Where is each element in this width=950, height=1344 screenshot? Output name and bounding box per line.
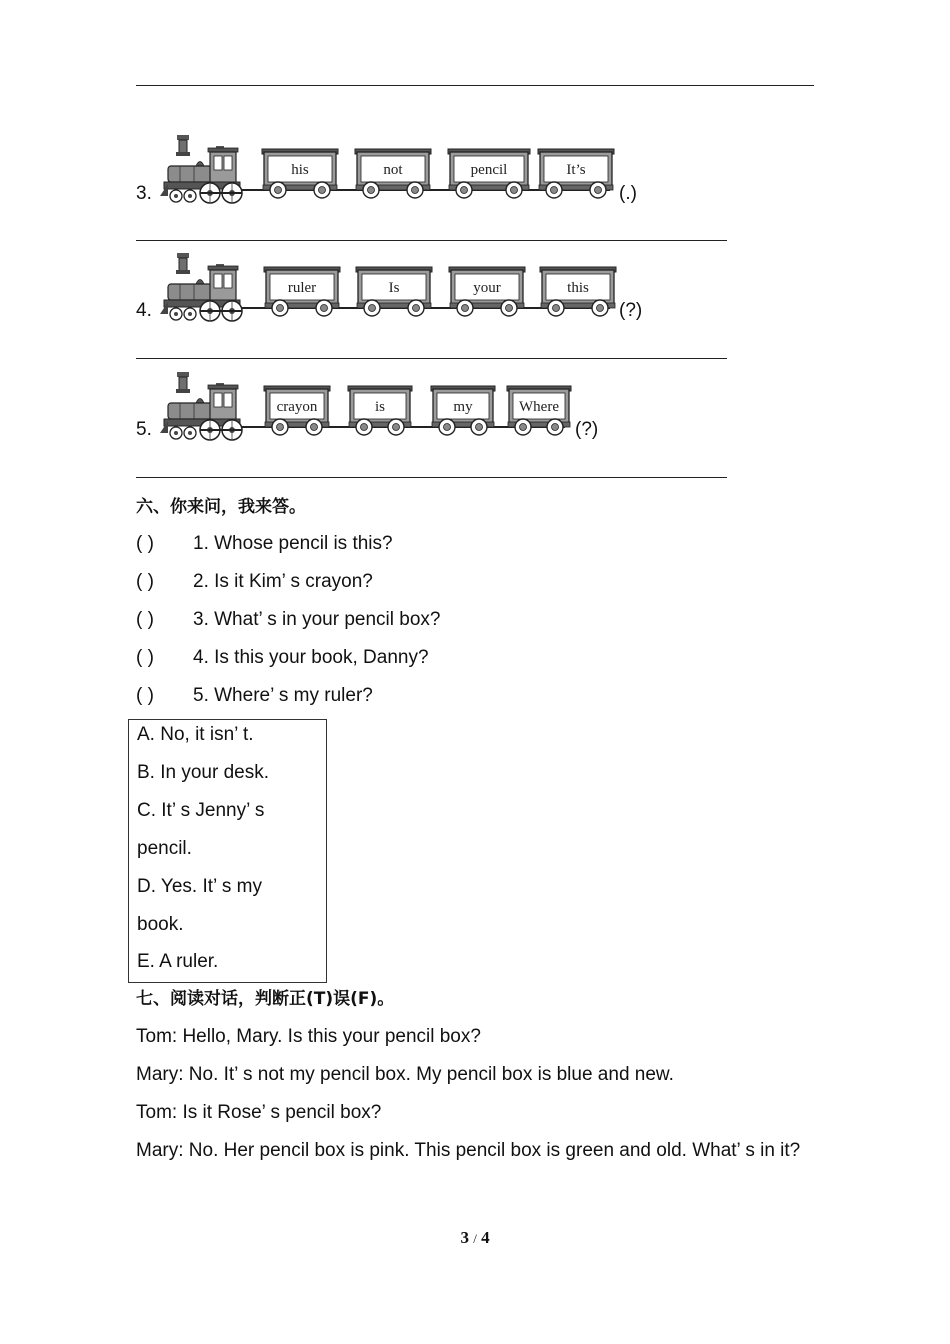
question-4: [136, 646, 429, 670]
train-car-word: It’s: [566, 162, 586, 178]
answer-option-c-cont: pencil.: [137, 838, 192, 859]
answer-blank-1[interactable]: ( ): [136, 533, 154, 554]
answer-blank-4[interactable]: ( ): [136, 647, 154, 668]
train-3-punct: (.): [619, 183, 637, 204]
answer-blank-5[interactable]: ( ): [136, 685, 154, 706]
current-page: 3: [460, 1228, 469, 1247]
train-car-word: crayon: [276, 399, 318, 415]
train-car-word: my: [453, 399, 473, 415]
section-6-heading: 六、你来问，我来答。: [136, 497, 306, 517]
train-car-word: ruler: [287, 280, 317, 296]
answer-line-4: [136, 358, 727, 359]
question-1: [136, 532, 393, 556]
train-car-word: not: [383, 162, 403, 178]
answer-blank-2[interactable]: ( ): [136, 571, 154, 592]
train-car-word: his: [291, 162, 309, 178]
answer-blank-3[interactable]: ( ): [136, 609, 154, 630]
question-2-text: 2. Is it Kim’ s crayon?: [193, 571, 373, 592]
section-7-heading: 七、阅读对话，判断正(T)误(F)。: [136, 989, 395, 1009]
dialogue-line-3: Tom: Is it Rose’ s pencil box?: [136, 1102, 382, 1123]
train-4-number: 4.: [136, 300, 152, 321]
train-4-punct: (?): [619, 300, 643, 321]
dialogue-line-4: Mary: No. Her pencil box is pink. This pencil box is green and old. What’ s in it?: [136, 1140, 801, 1161]
train-car-word: Is: [388, 280, 400, 296]
answer-option-b: B. In your desk.: [137, 762, 270, 783]
train-5-punct: (?): [575, 419, 599, 440]
question-2: [136, 570, 373, 594]
answer-option-a: A. No, it isn’ t.: [137, 724, 254, 745]
page-number: [0, 1228, 950, 1248]
answer-option-d-cont: book.: [137, 914, 184, 935]
train-3-number: 3.: [136, 183, 152, 204]
question-5-text: 5. Where’ s my ruler?: [193, 685, 373, 706]
question-5: [136, 684, 373, 708]
total-pages: 4: [481, 1228, 490, 1247]
answer-line-3: [136, 240, 727, 241]
question-3: [136, 608, 440, 632]
question-4-text: 4. Is this your book, Danny?: [193, 647, 429, 668]
question-1-text: 1. Whose pencil is this?: [193, 533, 393, 554]
answer-option-c: C. It’ s Jenny’ s: [137, 800, 265, 821]
dialogue-line-2: Mary: No. It’ s not my pencil box. My pencil box is blue and new.: [136, 1064, 674, 1085]
dialogue-line-1: Tom: Hello, Mary. Is this your pencil box?: [136, 1026, 481, 1047]
train-car-word: Where: [519, 399, 559, 415]
train-car-word: your: [473, 280, 501, 296]
answer-line-5: [136, 477, 727, 478]
answer-option-d: D. Yes. It’ s my: [137, 876, 262, 897]
answer-options-box: [128, 719, 327, 983]
train-car-word: is: [374, 399, 386, 415]
answer-option-e: E. A ruler.: [137, 951, 219, 972]
question-3-text: 3. What’ s in your pencil box?: [193, 609, 441, 630]
train-car-word: this: [567, 280, 589, 296]
train-5-number: 5.: [136, 419, 152, 440]
train-car-word: pencil: [470, 162, 508, 178]
page-separator: /: [473, 1231, 477, 1246]
